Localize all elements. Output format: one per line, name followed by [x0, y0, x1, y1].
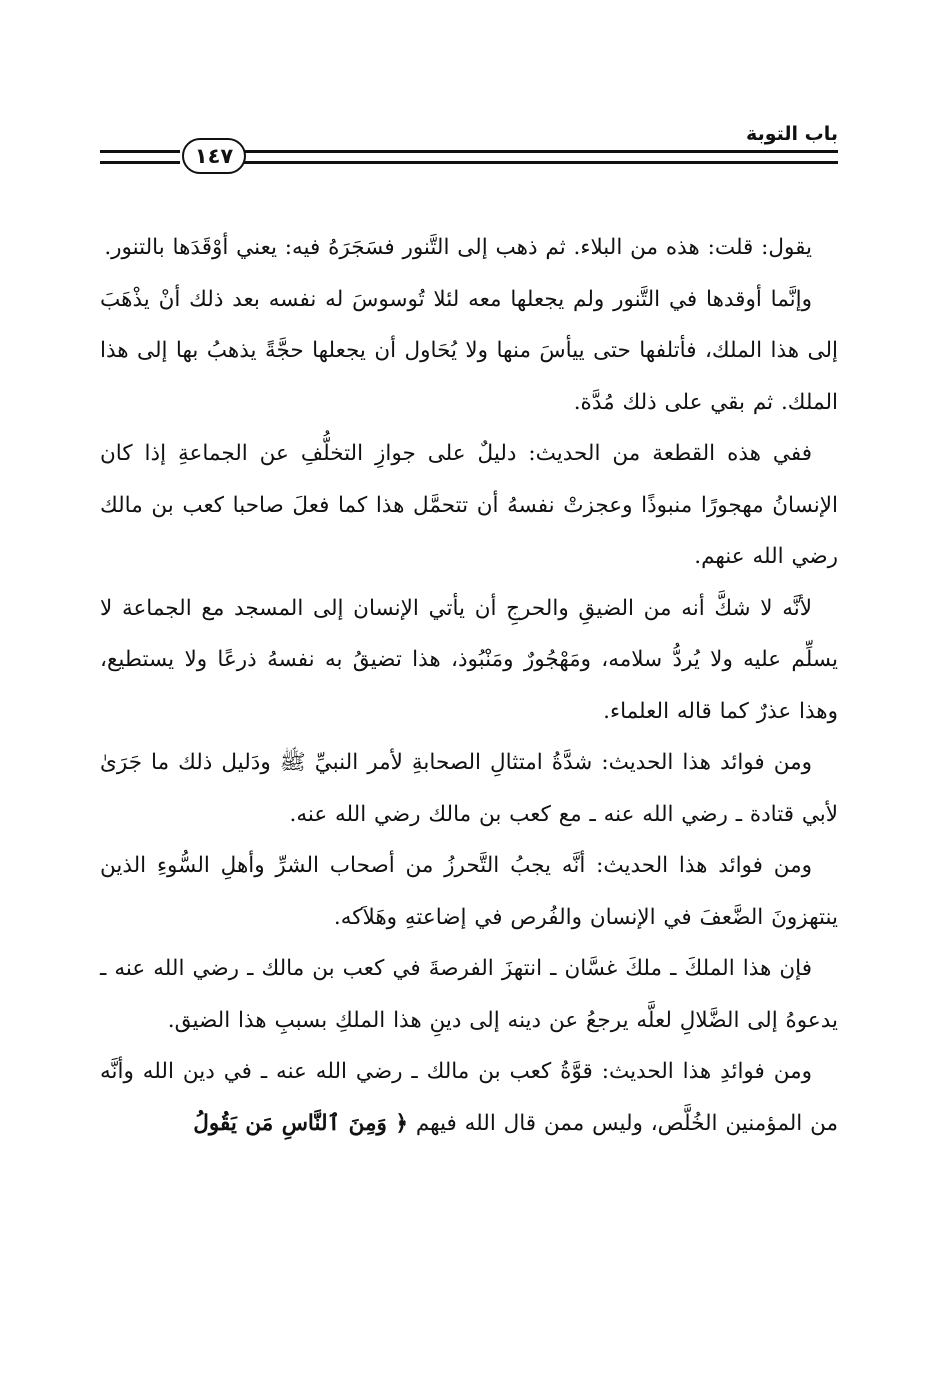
paragraph-8-text: ومن فوائدِ هذا الحديث: قوَّةُ كعب بن مالك ـ رضي الله عنه ـ في دين الله وأنَّه من المؤمنين الخُلَّص، وليس ممن قال الله فيهم	[100, 1059, 838, 1136]
body-text	[100, 222, 838, 1149]
paragraph-4: لأنَّه لا شكَّ أنه من الضيقِ والحرجِ أن يأتي الإنسان إلى المسجد مع الجماعة لا يسلِّم عليه ولا يُردُّ سلامه، ومَهْجُورٌ ومَنْبُوذ، هذا تضيقُ به نفسهُ ذرعًا ولا يستطيع، وهذا عذرٌ كما قاله العلماء.	[100, 595, 838, 724]
quran-quote: ﴿ وَمِنَ ٱلنَّاسِ مَن يَقُولُ	[193, 1110, 408, 1136]
paragraph-2: وإنَّما أوقدها في التَّنور ولم يجعلها معه لئلا تُوسوسَ له نفسه بعد ذلك أنْ يذْهَبَ إلى هذا الملك، فأتلفها حتى ييأسَ منها ولا يُحَاول أن يجعلها حجَّةً يذهبُ بها إلى هذا الملك. ثم بقي على ذلك مُدَّة.	[100, 286, 838, 415]
page-number: ١٤٧	[182, 138, 246, 174]
header-rule-right	[243, 150, 838, 164]
paragraph-8	[100, 1046, 838, 1149]
paragraph-5: ومن فوائد هذا الحديث: شدَّةُ امتثالِ الصحابةِ لأمر النبيِّ ﷺ ودَليل ذلك ما جَرَىٰ لأبي قتادة ـ رضي الله عنه ـ مع كعب بن مالك رضي الله عنه.	[100, 750, 838, 827]
paragraph-6: ومن فوائد هذا الحديث: أنَّه يجبُ التَّحرزُ من أصحاب الشرِّ وأهلِ السُّوءِ الذين ينتهزونَ الضَّعفَ في الإنسان والفُرص في إضاعتهِ وهَلاَكه.	[100, 853, 838, 930]
header-rule-left	[100, 150, 180, 164]
paragraph-3: ففي هذه القطعة من الحديث: دليلٌ على جوازِ التخلُّفِ عن الجماعةِ إذا كان الإنسانُ مهجورًا منبوذًا وعجزتْ نفسهُ أن تتحمَّل هذا كما فعلَ صاحبا كعب بن مالك رضي الله عنهم.	[100, 441, 838, 569]
running-header	[100, 122, 838, 182]
chapter-title: باب التوبة	[746, 123, 838, 145]
paragraph-1: يقول: قلت: هذه من البلاء. ثم ذهب إلى التَّنور فسَجَرَهُ فيه: يعني أوْقَدَها بالتنور.	[104, 235, 812, 260]
paragraph-7: فإن هذا الملكَ ـ ملكَ غسَّان ـ انتهزَ الفرصةَ في كعب بن مالك ـ رضي الله عنه ـ يدعوهُ إلى الضَّلالِ لعلَّه يرجعُ عن دينه إلى دينِ هذا الملكِ بسببِ هذا الضيق.	[100, 956, 838, 1033]
